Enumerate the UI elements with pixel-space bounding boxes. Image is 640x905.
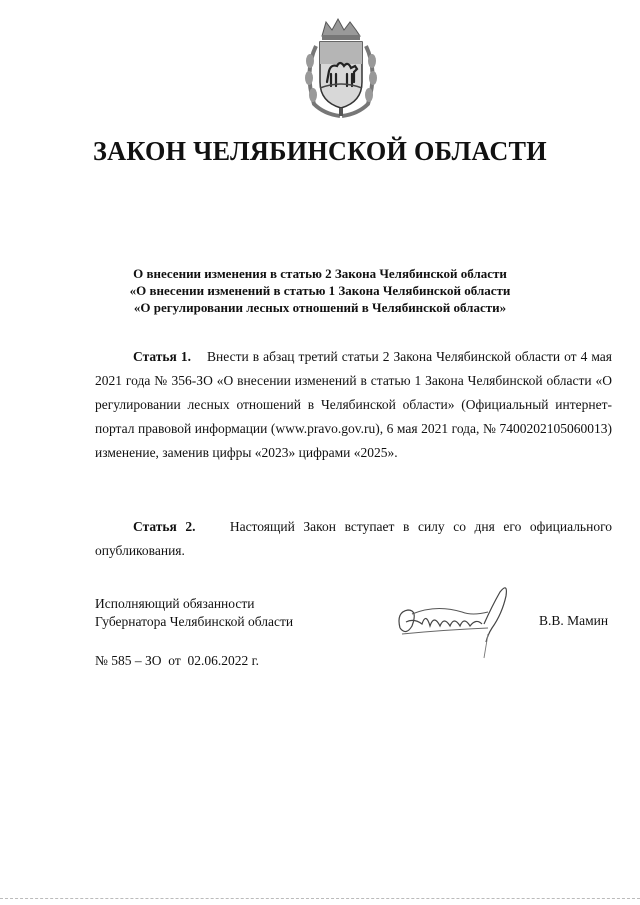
- law-number-date: № 585 – ЗО от 02.06.2022 г.: [95, 653, 260, 668]
- page-bottom-edge: [0, 898, 640, 899]
- article-text: Внести в абзац третий статьи 2 Закона Челябинской области от 4 мая 2021 года № 356-ЗО «О внесении изменений в статью 1 Закона Челябинской области «О регулировании лесных отношений в Челябинской области» (Официальный интернет-портал правовой информации (www.pravo.gov.ru), 6 мая 2021 года, № 7400202105060013) изменение, заменив цифры «2023» цифрами «2025».: [95, 349, 613, 460]
- article-2: [95, 515, 612, 563]
- position-line: Губернатора Челябинской области: [95, 614, 294, 629]
- subject-line: «О регулировании лесных отношений в Челябинской области»: [133, 300, 507, 315]
- article-text: Настоящий Закон вступает в силу со дня его официального опубликования.: [95, 519, 613, 558]
- signer-name: В.В. Мамин: [539, 613, 609, 628]
- law-subject-heading: [60, 265, 580, 316]
- subject-line: О внесении изменения в статью 2 Закона Челябинской области: [133, 266, 507, 281]
- article-1: [95, 345, 612, 465]
- position-line: Исполняющий обязанности: [95, 596, 255, 611]
- coat-of-arms-emblem: [300, 16, 382, 118]
- article-label: Статья 2.: [133, 519, 196, 534]
- signer-position: [95, 595, 293, 631]
- article-label: Статья 1.: [133, 349, 191, 364]
- handwritten-signature: [392, 582, 520, 660]
- law-title: ЗАКОН ЧЕЛЯБИНСКОЙ ОБЛАСТИ: [93, 136, 547, 166]
- subject-line: «О внесении изменений в статью 1 Закона Челябинской области: [129, 283, 511, 298]
